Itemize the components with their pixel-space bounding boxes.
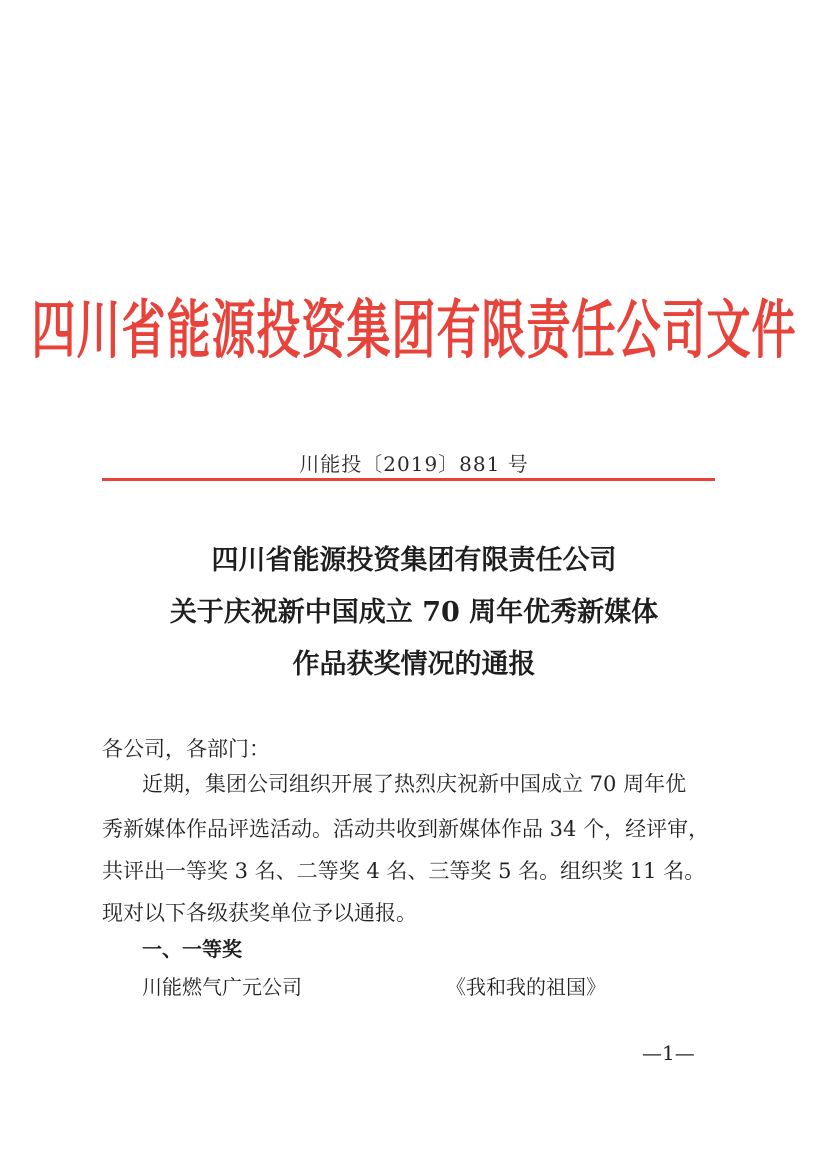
notice-title-line-3: 作品获奖情况的通报 xyxy=(292,649,536,680)
notice-title-line-1: 四川省能源投资集团有限责任公司 xyxy=(211,545,617,576)
body-paragraph-line: 共评出一等奖 3 名、二等奖 4 名、三等奖 5 名。组织奖 11 名。 xyxy=(102,859,706,883)
award-unit-name: 川能燃气广元公司 xyxy=(142,975,302,999)
page-number: —1— xyxy=(642,1041,695,1065)
red-divider-line xyxy=(102,478,715,481)
document-number: 川能投〔2019〕881 号 xyxy=(299,452,529,476)
body-paragraph-line: 近期，集团公司组织开展了热烈庆祝新中国成立 70 周年优 xyxy=(142,772,687,796)
document-header-title: 四川省能源投资集团有限责任公司文件 xyxy=(31,293,797,368)
notice-title-line-2: 关于庆祝新中国成立 70 周年优秀新媒体 xyxy=(169,597,659,628)
award-work-title: 《我和我的祖国》 xyxy=(446,975,606,999)
section-heading-first-prize: 一、一等奖 xyxy=(142,937,242,961)
salutation: 各公司，各部门： xyxy=(102,737,270,761)
body-paragraph-line: 现对以下各级获奖单位予以通报。 xyxy=(102,901,417,925)
body-paragraph-line: 秀新媒体作品评选活动。活动共收到新媒体作品 34 个，经评审， xyxy=(102,817,710,841)
